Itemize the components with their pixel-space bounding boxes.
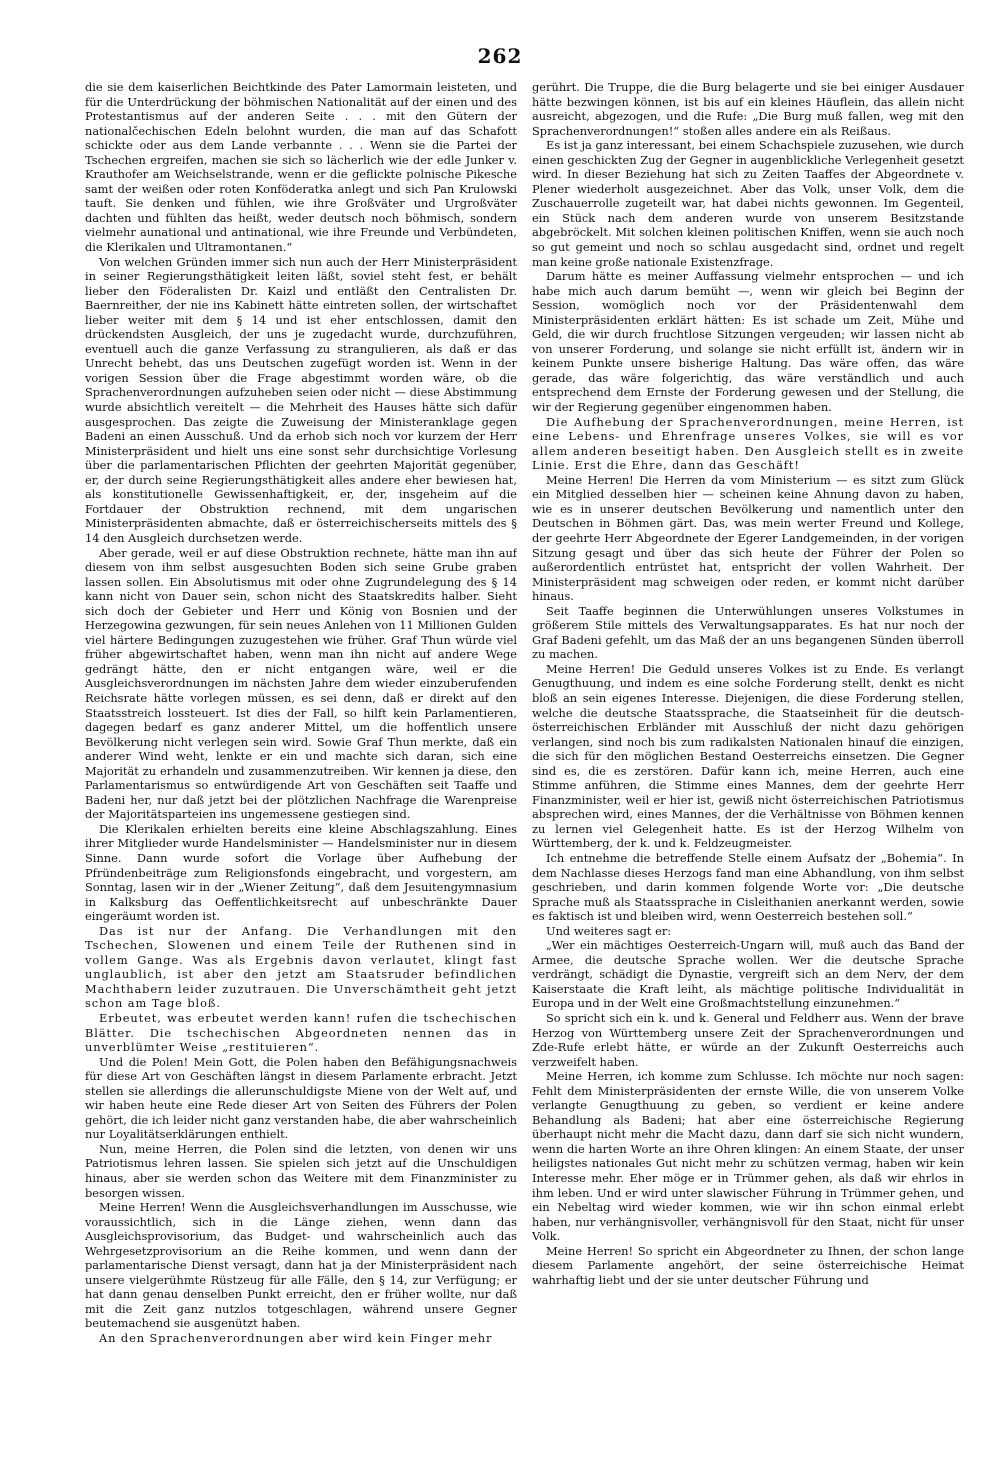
paragraph: Meine Herren! Die Herren da vom Ministerium — es sitzt zum Glück ein Mitglied desselben hier — scheinen keine Ahnung davon zu haben, wie es in unserer deutschen Bevölkerung und namentlich unter den Deutschen in Böhmen gärt. Das, was mein werter Freund und Kollege, der geehrte Herr Abgeordnete der Egerer Landgemeinden, in der vorigen Sitzung gesagt und über das sich heute der Führer der Polen so außerordentlich entrüstet hat, entspricht der vollen Wahrheit. Der Ministerpräsident mag schweigen oder reden, er kommt nicht darüber hinaus. [532,472,964,604]
page-number: 262 [477,44,523,68]
paragraph: Ich entnehme die betreffende Stelle einem Aufsatz der „Bohemia“. In dem Nachlasse dieses Herzogs fand man eine Abhandlung, von ihm selbst geschrieben, und darin kommen folgende Worte vor: „Die deutsche Sprache muß als Staatssprache in Cisleithanien anerkannt werden, sowie es faktisch ist und bleiben wird, wenn Oesterreich bestehen soll.“ [532,850,964,924]
paragraph: Meine Herren! So spricht ein Abgeordneter zu Ihnen, der schon lange diesem Parlamente angehört, der seine österreichische Heimat wahrhaftig liebt und der sie unter deutscher Führung und [532,1243,964,1287]
paragraph: „Wer ein mächtiges Oesterreich-Ungarn will, muß auch das Band der Armee, die deutsche Sprache wollen. Wer die deutsche Sprache verdrängt, schädigt die Dynastie, vergreift sich an dem Nerv, der dem Kaiserstaate die Kraft leiht, als mächtige politische Individualität in Europa und in der Welt eine Großmachtstellung einzunehmen.“ [532,938,964,1011]
paragraph: Die Klerikalen erhielten bereits eine kleine Abschlagszahlung. Eines ihrer Mitglieder wurde Handelsminister — Handelsminister nur in diesem Sinne. Dann wurde sofort die Vorlage über Aufhebung der Pfründenbeiträge zum Religionsfonds eingebracht, und vorgestern, am Sonntag, lasen wir in der „Wiener Zeitung“, daß dem Jesuitengymnasium in Kalksburg das Oeffentlichkeitsrecht auf unbeschränkte Dauer eingeräumt worden ist. [85,821,517,924]
paragraph: Aber gerade, weil er auf diese Obstruktion rechnete, hätte man ihn auf diesem von ihm selbst ausgesuchten Boden sich seine Grube graben lassen sollen. Ein Absolutismus mit oder ohne Zugrundelegung des § 14 kann nicht von Dauer sein, schon nicht des Staatskredits halber. Sieht sich doch der Gebieter und Herr und König von Bosnien und der Herzegowina gezwungen, für sein neues Anlehen von 11 Millionen Gulden viel härtere Bedingungen zuzugestehen wie früher. Graf Thun würde viel früher abgewirtschaftet haben, wenn man ihn nicht auf andere Wege gedrängt hätte, den er nicht entgangen wäre, weil er die Ausgleichsverordnungen im nächsten Jahre dem wieder einzuberufenden Reichsrate hätte vorlegen müssen, es sei denn, daß er direkt auf den Staatsstreich lossteuert. Ist dies der Fall, so hilft kein Parlamentieren, dagegen bedarf es ganz anderer Mittel, um die hoffentlich unsere Bevölkerung nicht verlegen sein wird. Sowie Graf Thun merkte, daß ein anderer Wind weht, lenkte er ein und machte sich daran, sich eine Majorität zu erhandeln und zusammenzutreiben. Wir kennen ja diese, den Parlamentarismus so entwürdigende Art von Geschäften seit Taaffe und Badeni her, nur daß jetzt bei der plötzlichen Nachfrage die Warenpreise der Majoritätsparteien ins ungemessene gestiegen sind. [85,545,517,822]
paragraph: An den Sprachenverordnungen aber wird kein Finger mehr [99,1331,493,1346]
paragraph: Und weiteres sagt er: [546,923,672,938]
paragraph: Darum hätte es meiner Auffassung vielmehr entsprochen — und ich habe mich auch darum bemüht —, wenn wir gleich bei Beginn der Session, womöglich noch vor der Präsidentenwahl dem Ministerpräsidenten erklärt hätten: Es ist schade um Zeit, Mühe und Geld, die wir durch fruchtlose Sitzungen vergeuden; wir lassen nicht ab von unserer Forderung, und solange sie nicht erfüllt ist, ändern wir in keinem Punkte unsere bisherige Haltung. Das wäre offen, das wäre gerade, das wäre folgerichtig, das wäre verständlich und auch entsprechend dem Ernste der Forderung gewesen und der Stellung, die wir der Regierung gegenüber eingenommen haben. [532,269,964,415]
paragraph: Meine Herren, ich komme zum Schlusse. Ich möchte nur noch sagen: Fehlt dem Ministerpräsidenten der ernste Wille, die von unserem Volke verlangte Genugthuung zu geben, so verdient er keine andere Behandlung als Badeni; hat aber eine österreichische Regierung überhaupt nicht mehr die Macht dazu, dann darf sie sich nicht wundern, wenn die harten Worte an ihre Ohren klingen: An einem Staate, der unser heiligstes nationales Gut nicht mehr zu schützen vermag, haben wir kein Interesse mehr. Eher möge er in Trümmer gehen, als daß wir ehrlos in ihm leben. Und er wird unter slawischer Führung in Trümmer gehen, und ein Nebeltag wird wieder kommen, wie wir ihn schon einmal erlebt haben, nur verhängnisvoller, verhängnisvoll für den Staat, nicht für unser Volk. [532,1069,964,1244]
paragraph: die sie dem kaiserlichen Beichtkinde des Pater Lamormain leisteten, und für die Unterdrückung der böhmischen Nationalität auf der einen und des Protestantismus auf der anderen Seite . . . mit den Gütern der nationalčechischen Edeln belohnt wurden, die man auf das Schafott schickte oder aus dem Lande verbannte . . . Wenn sie die Partei der Tschechen ergreifen, machen sie sich so lächerlich wie der edle Junker v. Krauthofer am Weichselstrande, wenn er die geflickte polnische Pikesche samt der weißen oder roten Konföderatka anlegt und sich Pan Krulowski tauft. Sie denken und fühlen, wie ihre Großväter und Urgroßväter dachten und fühlten das heißt, weder deutsch noch böhmisch, sondern vielmehr aunational und antinational, wie ihre Freunde und Verbündeten, die Klerikalen und Ultramontanen.“ [85,80,517,255]
left-column [85,80,517,1450]
right-column [532,80,964,1450]
paragraph: Es ist ja ganz interessant, bei einem Schachspiele zuzusehen, wie durch einen geschickten Zug der Gegner in augenblickliche Verlegenheit gesetzt wird. In dieser Beziehung hat sich zu Zeiten Taaffes der Abgeordnete v. Plener wiederholt ausgezeichnet. Aber das Volk, unser Volk, dem die Zuschauerrolle zugeteilt war, hat dabei nichts gewonnen. Im Gegenteil, ein Stück nach dem anderen wurde von unserem Besitzstande abgebröckelt. Mit solchen kleinen politischen Kniffen, wenn sie auch noch so gut gemeint und noch so schlau ausgedacht sind, ordnet und regelt man keine große nationale Existenzfrage. [532,138,964,269]
paragraph: gerührt. Die Truppe, die die Burg belagerte und sie bei einiger Ausdauer hätte bezwingen können, ist bis auf ein kleines Häuflein, das allein nicht ausreicht, abgezogen, und die Rufe: „Die Burg muß fallen, weg mit den Sprachenverordnungen!“ stoßen alles andere ein als Reißaus. [532,80,964,138]
paragraph: Meine Herren! Die Geduld unseres Volkes ist zu Ende. Es verlangt Genugthuung, und indem es eine solche Forderung stellt, denkt es nicht bloß an sein eigenes Interesse. Diejenigen, die diese Forderung stellen, welche die deutsche Staatssprache, die Staatseinheit für die deutsch-österreichischen Erbländer mit Ausschluß der nicht dazu gehörigen verlangen, sind noch bis zum radikalsten Nationalen hinauf die einzigen, die sich für den möglichen Bestand Oesterreichs einsetzen. Die Gegner sind es, die es zerstören. Dafür kann ich, meine Herren, auch eine Stimme anführen, die Stimme eines Mannes, dem der geehrte Herr Finanzminister, weil er hier ist, gewiß nicht österreichischen Patriotismus absprechen wird, eines Mannes, der die Verhältnisse von Böhmen kennen zu lernen viel Gelegenheit hatte. Es ist der Herzog Wilhelm von Württemberg, der k. und k. Feldzeugmeister. [532,661,964,851]
paragraph: Erbeutet, was erbeutet werden kann! rufen die tschechischen Blätter. Die tschechischen Abgeordneten nennen das in unverblümter Weise „restituieren“. [85,1011,517,1055]
paragraph: Meine Herren! Wenn die Ausgleichsverhandlungen im Ausschusse, wie voraussichtlich, sich in die Länge ziehen, wenn dann das Ausgleichsprovisorium, das Budget- und wahrscheinlich auch das Wehrgesetzprovisorium an die Reihe kommen, und wenn dann der parlamentarische Dienst versagt, dann hat ja der Ministerpräsident nach unsere vielgerühmte Rüstzeug für alle Fälle, den § 14, zur Verfügung; er hat dann genau denselben Punkt erreicht, den er früher wollte, nur daß mit die Zeit ganz nutzlos totgeschlagen, während unsere Gegner beutemachend sie ausgenützt haben. [85,1200,517,1331]
paragraph: Das ist nur der Anfang. Die Verhandlungen mit den Tschechen, Slowenen und einem Teile der Ruthenen sind in vollem Gange. Was als Ergebnis davon verlautet, klingt fast unglaublich, ist aber den jetzt am Staatsruder befindlichen Machthabern leider zuzutrauen. Die Unverschämtheit geht jetzt schon am Tage bloß. [85,923,517,1011]
paragraph: So spricht sich ein k. und k. General und Feldherr aus. Wenn der brave Herzog von Württemberg unsere Zeit der Sprachenverordnungen und Zde-Rufe erlebt hätte, er würde an der Zukunft Oesterreichs auch verzweifelt haben. [532,1011,964,1069]
paragraph: Die Aufhebung der Sprachenverordnungen, meine Herren, ist eine Lebens- und Ehrenfrage unseres Volkes, sie will es vor allem anderen beseitigt haben. Den Ausgleich stellt es in zweite Linie. Erst die Ehre, dann das Geschäft! [532,414,964,473]
paragraph: Und die Polen! Mein Gott, die Polen haben den Befähigungsnachweis für diese Art von Geschäften längst in diesem Parlamente erbracht. Jetzt stellen sie allerdings die allerunschuldigste Miene von der Welt auf, und wir haben heute eine Rede dieser Art von Seiten des Führers der Polen gehört, die ich leider nicht ganz verstanden habe, die aber wahrscheinlich nur Loyalitätserklärungen enthielt. [85,1054,517,1142]
paragraph: Seit Taaffe beginnen die Unterwühlungen unseres Volkstumes in größerem Stile mittels des Verwaltungsapparates. Es hat nur noch der Graf Badeni gefehlt, um das Maß der an uns begangenen Sünden überroll zu machen. [532,603,964,662]
paragraph: Von welchen Gründen immer sich nun auch der Herr Ministerpräsident in seiner Regierungsthätigkeit leiten läßt, soviel steht fest, er behält lieber den Föderalisten Dr. Kaizl und entläßt den Centralisten Dr. Baernreither, der nie ins Kabinett hätte eintreten sollen, der wirtschaftet lieber weiter mit dem § 14 und ist eher entschlossen, damit den drückendsten Ausgleich, der uns je zugedacht wurde, durchzuführen, eventuell auch die ganze Verfassung zu strangulieren, als daß er das Unrecht behebt, das uns Deutschen zugefügt worden ist. Wenn in der vorigen Session über die Frage abgestimmt worden wäre, ob die Sprachenverordnungen aufzuheben seien oder nicht — diese Abstimmung wurde absichtlich vereitelt — die Mehrheit des Hauses hätte sich dafür ausgesprochen. Das zeigte die Zuweisung der Ministeranklage gegen Badeni an einen Ausschuß. Und da erhob sich noch vor kurzem der Herr Ministerpräsident und hielt uns eine sonst sehr durchsichtige Vorlesung über die parlamentarischen Pflichten der geehrten Majorität gegenüber, er, der durch seine Regierungsthätigkeit alles andere eher bewiesen hat, als konstitutionelle Gewissenhaftigkeit, er, der, insgeheim auf die Fortdauer der Obstruktion rechnend, mit dem ungarischen Ministerpräsidenten abmachte, daß er österreichischerseits mittels des § 14 den Ausgleich durchsetzen werde. [85,254,517,545]
paragraph: Nun, meine Herren, die Polen sind die letzten, von denen wir uns Patriotismus lehren lassen. Sie spielen sich jetzt auf die Unschuldigen hinaus, aber sie werden schon das Weitere mit dem Finanzminister zu besorgen wissen. [85,1141,517,1200]
